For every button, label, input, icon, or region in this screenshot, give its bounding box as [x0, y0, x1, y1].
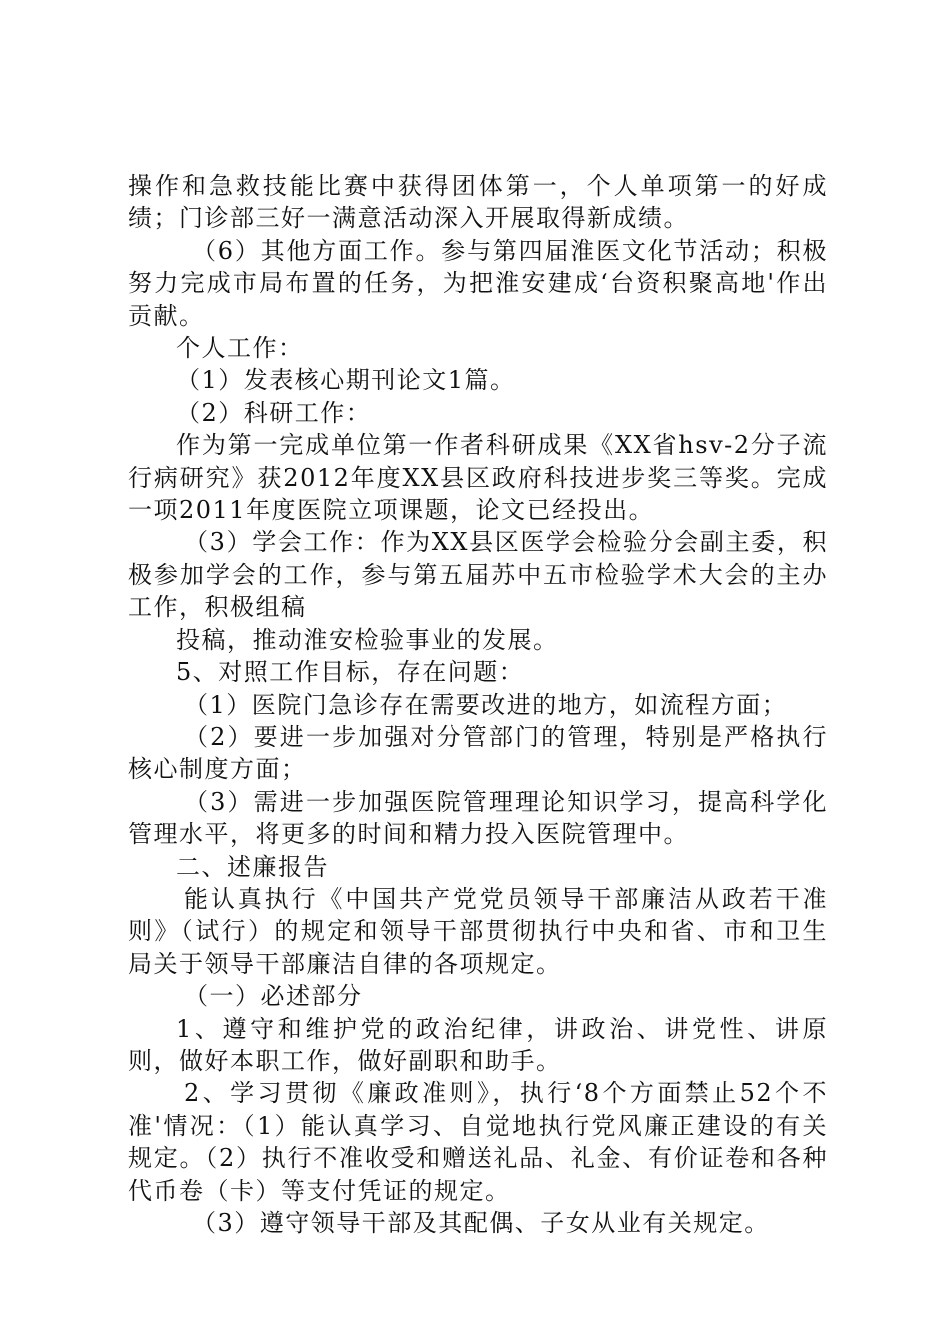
paragraph-problem-2: （2）要进一步加强对分管部门的管理，特别是严格执行核心制度方面； — [128, 722, 828, 784]
paragraph-item-3-society: （3）学会工作：作为XX县区医学会检验分会副主委，积极参加学会的工作，参与第五届苏中五市检验学术大会的主办工作，积极组稿 — [128, 528, 828, 622]
document-body — [128, 170, 828, 1239]
paragraph-submission: 投稿，推动淮安检验事业的发展。 — [176, 625, 559, 654]
paragraph-problem-3: （3）需进一步加强医院管理理论知识学习，提高科学化管理水平，将更多的时间和精力投入医院管理中。 — [128, 787, 828, 849]
paragraph-family-rules: （3）遵守领导干部及其配偶、子女从业有关规定。 — [192, 1209, 770, 1237]
paragraph-item-1: （1）发表核心期刊论文1篇。 — [176, 366, 516, 395]
paragraph-item-2: （2）科研工作： — [176, 398, 372, 427]
paragraph-problem-1: （1）医院门急诊存在需要改进的地方，如流程方面； — [184, 690, 788, 719]
section-heading-integrity-report: 二、述廉报告 — [176, 852, 329, 881]
subsection-heading-required: （一）必述部分 — [184, 982, 363, 1011]
paragraph-integrity-intro: 能认真执行《中国共产党党员领导干部廉洁从政若干准则》（试行）的规定和领导干部贯彻执行中央和省、市和卫生局关于领导干部廉洁自律的各项规定。 — [128, 884, 828, 978]
paragraph-integrity-rules: 2、学习贯彻《廉政准则》，执行‘8个方面禁止52个不准'情况：（1）能认真学习、自觉地执行党风廉正建设的有关规定。（2）执行不准收受和赠送礼品、礼金、有价证卷和各种代币卷（卡）等支付凭证的规定。 — [128, 1079, 828, 1205]
paragraph-personal-work-heading: 个人工作： — [176, 334, 304, 363]
paragraph-research: 作为第一完成单位第一作者科研成果《XX省hsv-2分子流行病研究》获2012年度XX县区政府科技进步奖三等奖。完成一项2011年度医院立项课题，论文已经投出。 — [128, 431, 828, 525]
paragraph-problems-heading: 5、对照工作目标，存在问题： — [176, 658, 525, 687]
paragraph-continuation: 操作和急救技能比赛中获得团体第一，个人单项第一的好成绩；门诊部三好一满意活动深入开展取得新成绩。 — [128, 172, 828, 233]
paragraph-other-work: （6）其他方面工作。参与第四届淮医文化节活动；积极努力完成市局布置的任务，为把淮安建成‘台资积聚高地'作出贡献。 — [128, 236, 828, 330]
paragraph-discipline: 1、遵守和维护党的政治纪律，讲政治、讲党性、讲原则，做好本职工作，做好副职和助手。 — [128, 1014, 828, 1075]
